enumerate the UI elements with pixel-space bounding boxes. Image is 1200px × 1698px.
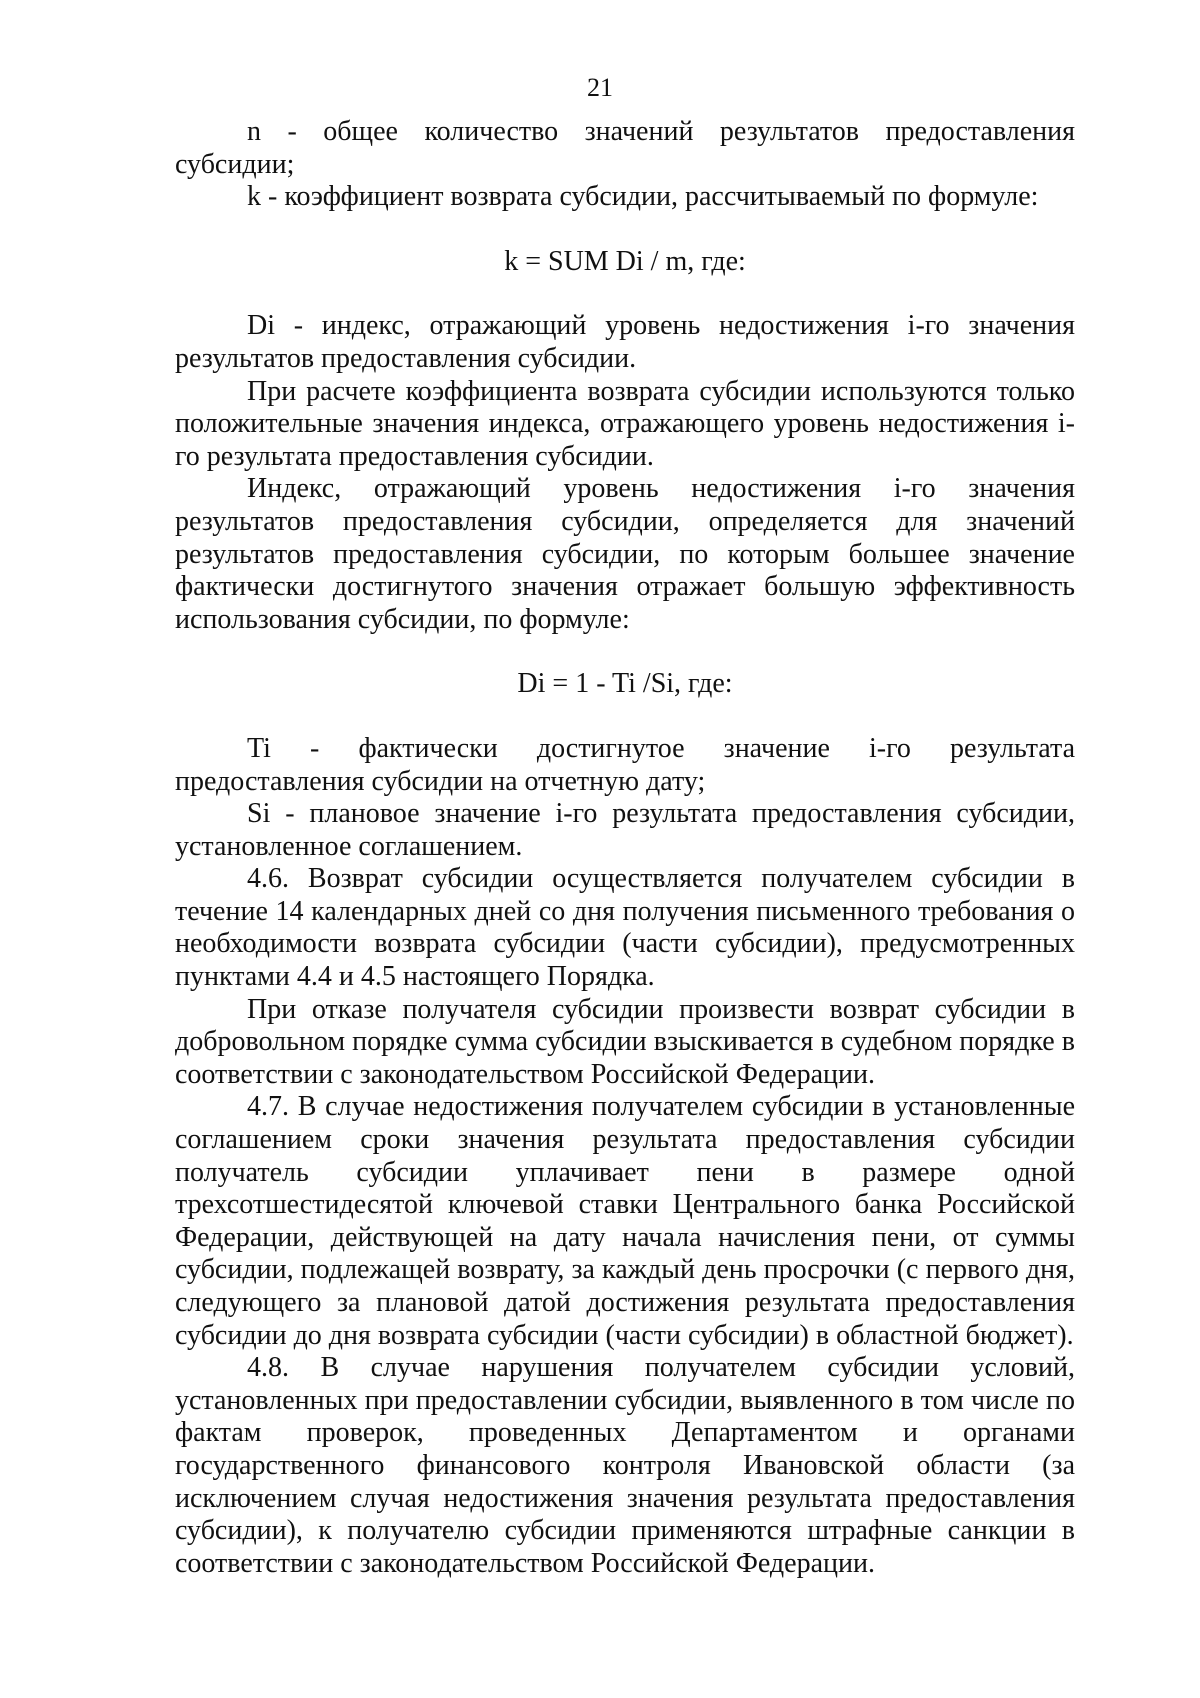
page-number: 21 — [587, 73, 613, 102]
formula-k: k = SUM Di / m, где: — [504, 245, 746, 277]
document-body — [175, 116, 1075, 1580]
paragraph-index-determination: Индекс, отражающий уровень недостижения i-го значения результатов предоставления субсидии, определяется для значений результатов предоставления субсидии, по которым большее значение фактически достигнутого значения отражает большую эффективность использования субсидии, по формуле: — [175, 473, 1075, 635]
paragraph-n-definition: n - общее количество значений результатов предоставления субсидии; — [175, 116, 1075, 180]
paragraph-refusal: При отказе получателя субсидии произвести возврат субсидии в добровольном порядке сумма субсидии взыскивается в судебном порядке в соответствии с законодательством Российской Федерации. — [175, 993, 1075, 1090]
paragraph-ti-definition: Ti - фактически достигнутое значение i-го результата предоставления субсидии на отчетную дату; — [175, 732, 1075, 797]
paragraph-positive-index: При расчете коэффициента возврата субсидии используются только положительные значения индекса, отражающего уровень недостижения i-го результата предоставления субсидии. — [175, 375, 1075, 472]
paragraph-4-6: 4.6. Возврат субсидии осуществляется получателем субсидии в течение 14 календарных дней со дня получения письменного требования о необходимости возврата субсидии (части субсидии), предусмотренных пунктами 4.4 и 4.5 настоящего Порядка. — [175, 863, 1075, 993]
formula-di: Di = 1 - Ti /Si, где: — [517, 668, 733, 700]
paragraph-k-definition: k - коэффициент возврата субсидии, рассчитываемый по формуле: — [247, 181, 1039, 213]
paragraph-di-definition: Di - индекс, отражающий уровень недостижения i-го значения результатов предоставления субсидии. — [175, 310, 1075, 374]
paragraph-4-8: 4.8. В случае нарушения получателем субсидии условий, установленных при предоставлении субсидии, выявленного в том числе по фактам проверок, проведенных Департаментом и органами государственного финансового контроля Ивановской области (за исключением случая недостижения значения результата предоставления субсидии), к получателю субсидии применяются штрафные санкции в соответствии с законодательством Российской Федерации. — [175, 1352, 1075, 1579]
paragraph-si-definition: Si - плановое значение i-го результата предоставления субсидии, установленное соглашением. — [175, 798, 1075, 862]
paragraph-4-7: 4.7. В случае недостижения получателем субсидии в установленные соглашением сроки значения результата предоставления субсидии получатель субсидии уплачивает пени в размере одной трехсотшестидесятой ключевой ставки Центрального банка Российской Федерации, действующей на дату начала начисления пени, от суммы субсидии, подлежащей возврату, за каждый день просрочки (с первого дня, следующего за плановой датой достижения результата предоставления субсидии до дня возврата субсидии (части субсидии) в областной бюджет). — [175, 1091, 1075, 1351]
